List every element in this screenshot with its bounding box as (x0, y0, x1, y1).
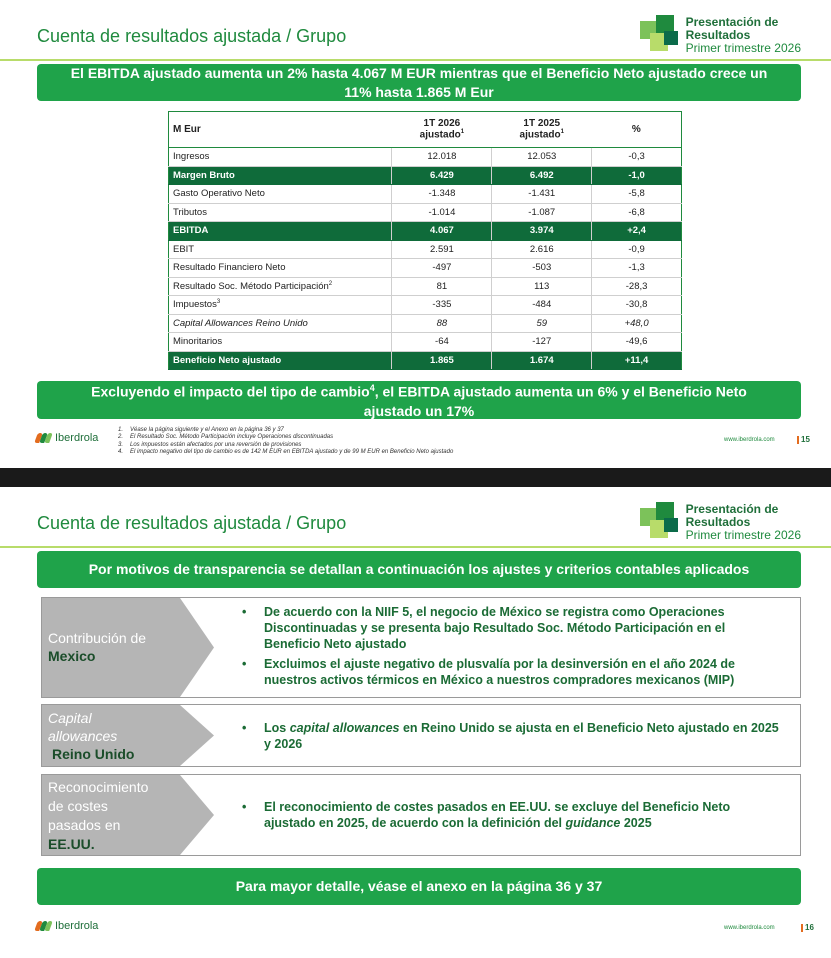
adjustment-row-mexico (41, 597, 801, 698)
cell-pct: -0,3 (592, 148, 682, 167)
cell-pct: -6,8 (592, 203, 682, 222)
transparency-banner (37, 551, 801, 588)
footnote-text: El impacto negativo del tipo de cambio es de 142 M EUR en EBITDA ajustado y de 99 M EUR en Beneficio Neto ajustado (130, 449, 454, 456)
row-tag-line1: Reconocimiento (48, 779, 149, 795)
table-row-highlight (169, 351, 682, 370)
bullet-text-a: El reconocimiento de costes pasados en EE.UU. se excluye del Beneficio Neto ajustado en 2025, de acuerdo con la definición del (264, 800, 731, 830)
brand-line-2: Resultados (685, 27, 751, 42)
row-tag-line2: Mexico (48, 648, 96, 664)
column-header-label: M Eur (169, 112, 392, 148)
page-title: Cuenta de resultados ajustada / Grupo (37, 26, 347, 46)
transparency-banner-text: Por motivos de transparencia se detallan a continuación los ajustes y criterios contables aplicados (88, 561, 750, 577)
slide-16 (0, 487, 831, 958)
footnote-text: Véase la página siguiente y el Anexo en la página 36 y 37 (130, 427, 284, 433)
row-tag-line2: de costes (48, 798, 108, 814)
page-number (801, 923, 814, 932)
row-label (169, 296, 392, 315)
row-label: Ingresos (169, 148, 392, 167)
cell-2025: 113 (492, 277, 592, 296)
cell-2025: -1.087 (492, 203, 592, 222)
iberdrola-logo (36, 432, 98, 444)
cell-2025: -1.431 (492, 185, 592, 204)
bullet-list (242, 799, 780, 835)
row-label: Resultado Financiero Neto (169, 259, 392, 278)
cell-2026: 88 (392, 314, 492, 333)
row-tag-label (48, 709, 134, 763)
brand-line-3: Primer trimestre 2026 (685, 527, 801, 542)
iberdrola-leaf-icon (36, 433, 52, 443)
col1-line2: ajustado (419, 129, 461, 141)
footnote (118, 427, 453, 434)
footnote-no: 2. (118, 434, 124, 441)
adjustment-row-us-past-costs (41, 774, 801, 856)
presentation-brand (640, 497, 801, 547)
table-row (169, 240, 682, 259)
row-tag-line1: Contribución de (48, 630, 147, 646)
table-row-highlight (169, 222, 682, 241)
col1-line1: 1T 2026 (423, 118, 461, 130)
bullet-text-em: guidance (565, 816, 621, 830)
website-link[interactable]: www.iberdrola.com (724, 925, 775, 931)
table-row (169, 277, 682, 296)
cell-2026: -497 (392, 259, 492, 278)
cell-pct: -0,9 (592, 240, 682, 259)
cell-pct: -1,3 (592, 259, 682, 278)
brand-line-3: Primer trimestre 2026 (685, 40, 801, 55)
brand-line-1: Presentación de (685, 14, 779, 29)
table-row (169, 259, 682, 278)
cell-2026: 81 (392, 277, 492, 296)
row-tag-line2: allowances (48, 728, 118, 744)
cell-2025: -127 (492, 333, 592, 352)
row-tag-line1: Capital (48, 710, 92, 726)
row-label: Minoritarios (169, 333, 392, 352)
footnote (118, 449, 453, 456)
cell-pct: -49,6 (592, 333, 682, 352)
fx-banner-text (61, 379, 777, 421)
row-label: Tributos (169, 203, 392, 222)
row-tag-label (48, 778, 148, 854)
row-label-text: Impuestos (173, 299, 217, 311)
brand-line-2: Resultados (685, 514, 751, 529)
page-number-text: 15 (801, 435, 810, 444)
col1-sup: 1 (460, 129, 465, 136)
cell-2026: -1.014 (392, 203, 492, 222)
headline-banner (37, 64, 801, 101)
bullet-text-b: en Reino Unido se ajusta en el Beneficio Neto ajustado en 2025 y 2026 (264, 721, 779, 751)
footnote-no: 1. (118, 427, 124, 433)
bullet-text-em: capital allowances (289, 721, 400, 735)
fx-banner-a: Excluyendo el impacto del tipo de cambio (91, 383, 370, 400)
cell-2025: 12.053 (492, 148, 592, 167)
table-header-row (169, 112, 682, 148)
page-number (797, 435, 810, 444)
cell-pct: -30,8 (592, 296, 682, 315)
slide-15 (0, 0, 831, 468)
logo-text: Iberdrola (55, 432, 99, 444)
row-sup: 3 (216, 299, 221, 306)
footnote-text: Los impuestos están afectados por una reversión de provisiones (130, 441, 302, 448)
cell-pct: +48,0 (592, 314, 682, 333)
annex-banner (37, 868, 801, 905)
bullet-list (242, 604, 780, 692)
cell-2025: 1.674 (492, 351, 592, 370)
bullet-item (242, 720, 780, 752)
table-row (169, 185, 682, 204)
cell-pct: -28,3 (592, 277, 682, 296)
row-label (169, 277, 392, 296)
cell-2025: 2.616 (492, 240, 592, 259)
header-divider (0, 59, 831, 61)
column-header-2025 (492, 112, 592, 148)
cube-logo-icon (640, 13, 680, 57)
cell-pct: -1,0 (592, 166, 682, 185)
row-sup: 2 (328, 280, 333, 287)
cell-pct: +11,4 (592, 351, 682, 370)
row-label: EBIT (169, 240, 392, 259)
brand-line-1: Presentación de (685, 501, 779, 516)
fx-banner-sup: 4 (369, 383, 375, 394)
footnotes (118, 427, 453, 457)
table-row (169, 333, 682, 352)
bullet-text-b: 2025 (620, 816, 652, 830)
cell-2026: 12.018 (392, 148, 492, 167)
row-tag-line3: Reino Unido (52, 746, 135, 762)
col2-line2: ajustado (519, 129, 561, 141)
cell-2025: 3.974 (492, 222, 592, 241)
footnote-no: 4. (118, 449, 124, 456)
column-header-2026 (392, 112, 492, 148)
presentation-brand (640, 10, 801, 60)
cell-2025: -503 (492, 259, 592, 278)
row-tag-arrow (42, 598, 222, 697)
row-tag-line4: EE.UU. (48, 836, 95, 852)
cell-2025: 6.492 (492, 166, 592, 185)
row-label: Margen Bruto (169, 166, 392, 185)
fx-banner (37, 381, 801, 419)
logo-text: Iberdrola (55, 920, 99, 932)
col2-line1: 1T 2025 (523, 118, 561, 130)
cell-2026: -1.348 (392, 185, 492, 204)
cell-2026: -335 (392, 296, 492, 315)
table-row (169, 314, 682, 333)
bullet-item: • De acuerdo con la NIIF 5, el negocio de México se registra como Operaciones Discontinuadas y se presenta bajo Resultado Soc. Método Participación en el Beneficio Neto ajustado (242, 604, 780, 652)
bullet-item (242, 799, 780, 831)
row-label: Beneficio Neto ajustado (169, 351, 392, 370)
annex-banner-text: Para mayor detalle, véase el anexo en la página 36 y 37 (235, 878, 603, 894)
bullet-list (242, 720, 780, 756)
bullet-item: • Excluimos el ajuste negativo de plusvalía por la desinversión en el año 2024 de nuestros activos térmicos en México a nuestros compradores mexicanos (MIP) (242, 656, 780, 688)
footnote (118, 442, 453, 449)
cell-pct: -5,8 (592, 185, 682, 204)
table-row-highlight (169, 166, 682, 185)
iberdrola-logo (36, 920, 98, 932)
row-label: Capital Allowances Reino Unido (169, 314, 392, 333)
row-tag-label (48, 629, 146, 665)
adjustment-row-capital-allowances (41, 704, 801, 767)
table-row (169, 296, 682, 315)
cell-2026: -64 (392, 333, 492, 352)
cell-2025: -484 (492, 296, 592, 315)
footnote-no: 3. (118, 441, 124, 448)
results-table (168, 111, 682, 370)
cell-2025: 59 (492, 314, 592, 333)
column-header-pct: % (592, 112, 682, 148)
page-number-text: 16 (805, 923, 814, 932)
row-label: Gasto Operativo Neto (169, 185, 392, 204)
cell-2026: 4.067 (392, 222, 492, 241)
row-tag-arrow (42, 775, 222, 855)
row-tag-line3: pasados en (48, 817, 121, 833)
footnote-text: El Resultado Soc. Método Participación incluye Operaciones discontinuadas (130, 434, 334, 441)
cell-2026: 2.591 (392, 240, 492, 259)
website-link[interactable]: www.iberdrola.com (724, 437, 775, 443)
row-tag-arrow (42, 705, 222, 766)
page-title: Cuenta de resultados ajustada / Grupo (37, 513, 347, 533)
col2-sup: 1 (560, 129, 564, 136)
cube-logo-icon (640, 500, 680, 544)
row-label-text: Resultado Soc. Método Participación (173, 280, 329, 292)
iberdrola-leaf-icon (36, 921, 52, 931)
fx-banner-b: , el EBITDA ajustado aumenta un 6% y el Beneficio Neto ajustado un 17% (363, 383, 747, 419)
bullet-text-a: Los (264, 721, 290, 735)
table-row (169, 148, 682, 167)
row-label: EBITDA (169, 222, 392, 241)
cell-2026: 1.865 (392, 351, 492, 370)
footnote (118, 434, 453, 441)
table-row (169, 203, 682, 222)
cell-pct: +2,4 (592, 222, 682, 241)
header-divider (0, 546, 831, 548)
cell-2026: 6.429 (392, 166, 492, 185)
headline-text: El EBITDA ajustado aumenta un 2% hasta 4.067 M EUR mientras que el Beneficio Neto ajustado crece un 11% hasta 1.865 M Eur (70, 64, 768, 100)
